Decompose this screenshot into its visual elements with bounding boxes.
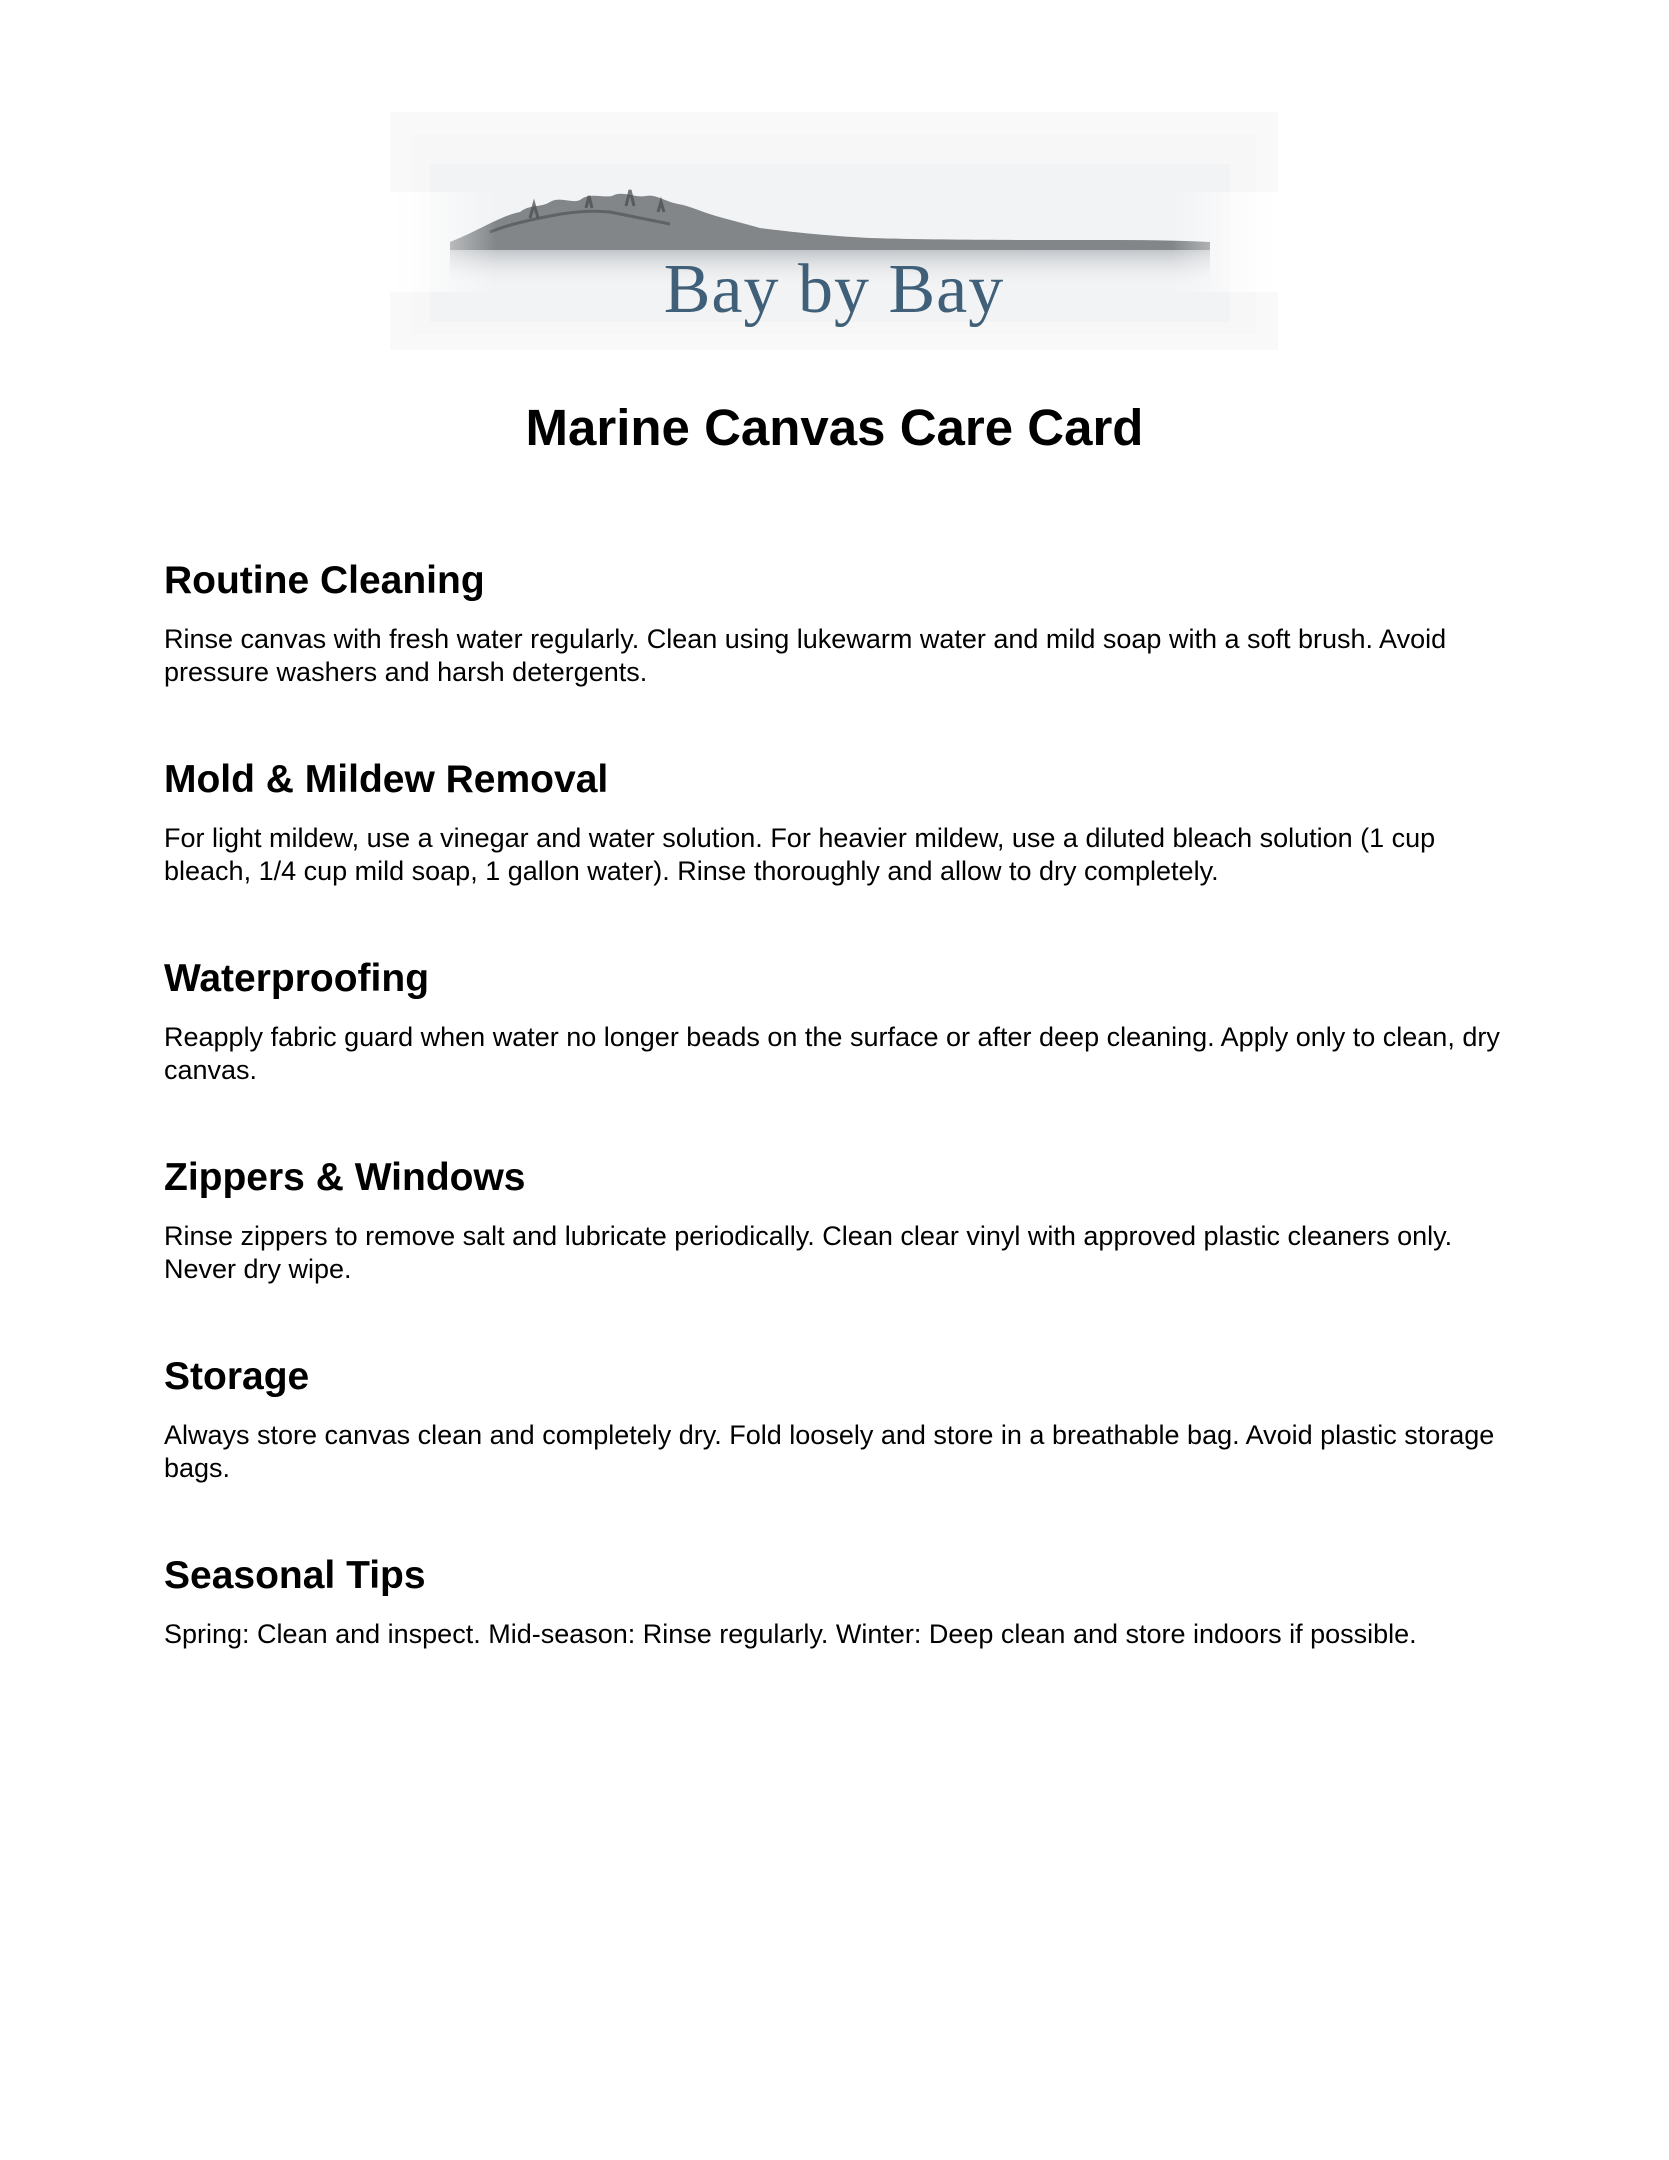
- section-seasonal-tips: [164, 1553, 1524, 1651]
- section-waterproofing: [164, 956, 1524, 1087]
- section-body: Rinse zippers to remove salt and lubricate periodically. Clean clear vinyl with approved plastic cleaners only. Never dry wipe.: [164, 1221, 1453, 1284]
- section-storage: [164, 1354, 1524, 1485]
- section-heading: Mold & Mildew Removal: [164, 758, 609, 801]
- section-body: Always store canvas clean and completely dry. Fold loosely and store in a breathable bag. Avoid plastic storage bags.: [164, 1420, 1495, 1483]
- section-body: Rinse canvas with fresh water regularly. Clean using lukewarm water and mild soap with a soft brush. Avoid pressure washers and harsh detergents.: [164, 624, 1447, 687]
- section-heading: Routine Cleaning: [164, 559, 485, 602]
- brand-wordmark: Bay by Bay: [663, 251, 1005, 328]
- section-routine-cleaning: [164, 558, 1524, 689]
- section-zippers-windows: [164, 1155, 1524, 1286]
- section-body: For light mildew, use a vinegar and water solution. For heavier mildew, use a diluted bleach solution (1 cup bleach, 1/4 cup mild soap, 1 gallon water). Rinse thoroughly and allow to dry completely.: [164, 823, 1436, 886]
- section-heading: Storage: [164, 1355, 310, 1398]
- brand-logo: [390, 112, 1278, 350]
- section-heading: Waterproofing: [164, 957, 430, 1000]
- section-mold-mildew-removal: [164, 757, 1524, 888]
- section-heading: Seasonal Tips: [164, 1554, 426, 1597]
- section-heading: Zippers & Windows: [164, 1156, 526, 1199]
- page-title: Marine Canvas Care Card: [525, 399, 1144, 456]
- section-body: Reapply fabric guard when water no longer beads on the surface or after deep cleaning. Apply only to clean, dry canvas.: [164, 1022, 1500, 1085]
- section-body: Spring: Clean and inspect. Mid-season: Rinse regularly. Winter: Deep clean and store indoors if possible.: [164, 1619, 1417, 1649]
